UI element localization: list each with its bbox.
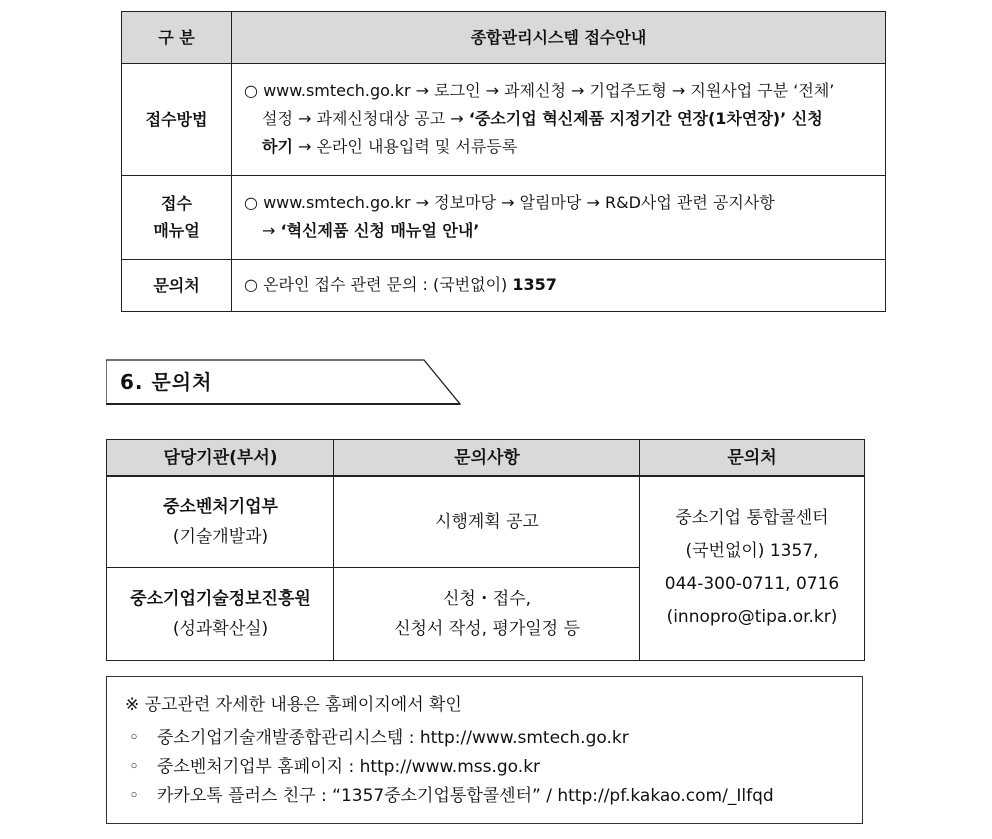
bullet-icon: ◦: [129, 728, 140, 748]
section-title: 6. 문의처: [120, 370, 213, 394]
application-info-table: [121, 11, 886, 312]
bullet-icon: ◦: [129, 757, 140, 777]
circle-bullet-icon: ○: [244, 275, 258, 294]
list-item: ◦ 중소벤처기업부 홈페이지 : http://www.mss.go.kr: [125, 753, 862, 782]
inquiry-application: 신청・접수, 신청서 작성, 평가일정 등: [394, 589, 580, 639]
divider: [107, 475, 864, 477]
divider: [639, 440, 640, 660]
divider: [333, 440, 334, 660]
bullet-icon: ◦: [129, 786, 140, 806]
row-label-method: 접수방법: [122, 63, 232, 175]
circle-bullet-icon: ○: [244, 193, 258, 212]
header-inquiry: 문의사항: [334, 440, 640, 475]
header-category: 구 분: [122, 12, 232, 63]
list-item: ◦ 카카오톡 플러스 친구 : “1357중소기업통합콜센터” / http://pf.kakao.com/_Ilfqd: [125, 782, 862, 811]
contact-callcenter: 중소기업 통합콜센터 (국번없이) 1357, 044-300-0711, 0716 (innopro@tipa.or.kr): [664, 508, 840, 627]
org-mss: 중소벤처기업부 (기술개발과): [163, 497, 278, 547]
table-header-row: [122, 12, 885, 64]
row-label-manual: 접수 매뉴얼: [122, 175, 232, 259]
circle-bullet-icon: ○: [244, 81, 258, 100]
header-contact: 문의처: [640, 440, 864, 475]
header-system-guide: 종합관리시스템 접수안내: [470, 27, 647, 47]
inquiry-announcement: 시행계획 공고: [435, 512, 539, 532]
contact-table: [106, 439, 865, 661]
list-item: ◦ 중소기업기술개발종합관리시스템 : http://www.smtech.go.kr: [125, 724, 862, 753]
row-label-contact: 문의처: [122, 259, 232, 311]
table-row-manual: 접수 매뉴얼 ○ www.smtech.go.kr → 정보마당 → 알림마당 → R&D사업 관련 공지사항 → ‘혁신제품 신청 매뉴얼 안내’: [122, 175, 885, 260]
notice-title: ※ 공고관련 자세한 내용은 홈페이지에서 확인: [125, 695, 462, 715]
table-row-contact: 문의처 ○ 온라인 접수 관련 문의 : (국번없이) 1357: [122, 259, 885, 311]
divider: [107, 567, 640, 568]
table-row-method: 접수방법 ○ www.smtech.go.kr → 로그인 → 과제신청 → 기업주도형 → 지원사업 구분 ‘전체’ 설정 → 과제신청대상 공고 → ‘중소기업 혁신제품 지정기간 연장(1차연장)’ 신청 하기 → 온라인 내용입력 및 서류등록: [122, 63, 885, 176]
header-organization: 담당기관(부서): [107, 440, 334, 475]
org-tipa: 중소기업기술정보진흥원 (성과확산실): [130, 589, 311, 639]
notice-box: [106, 676, 863, 824]
